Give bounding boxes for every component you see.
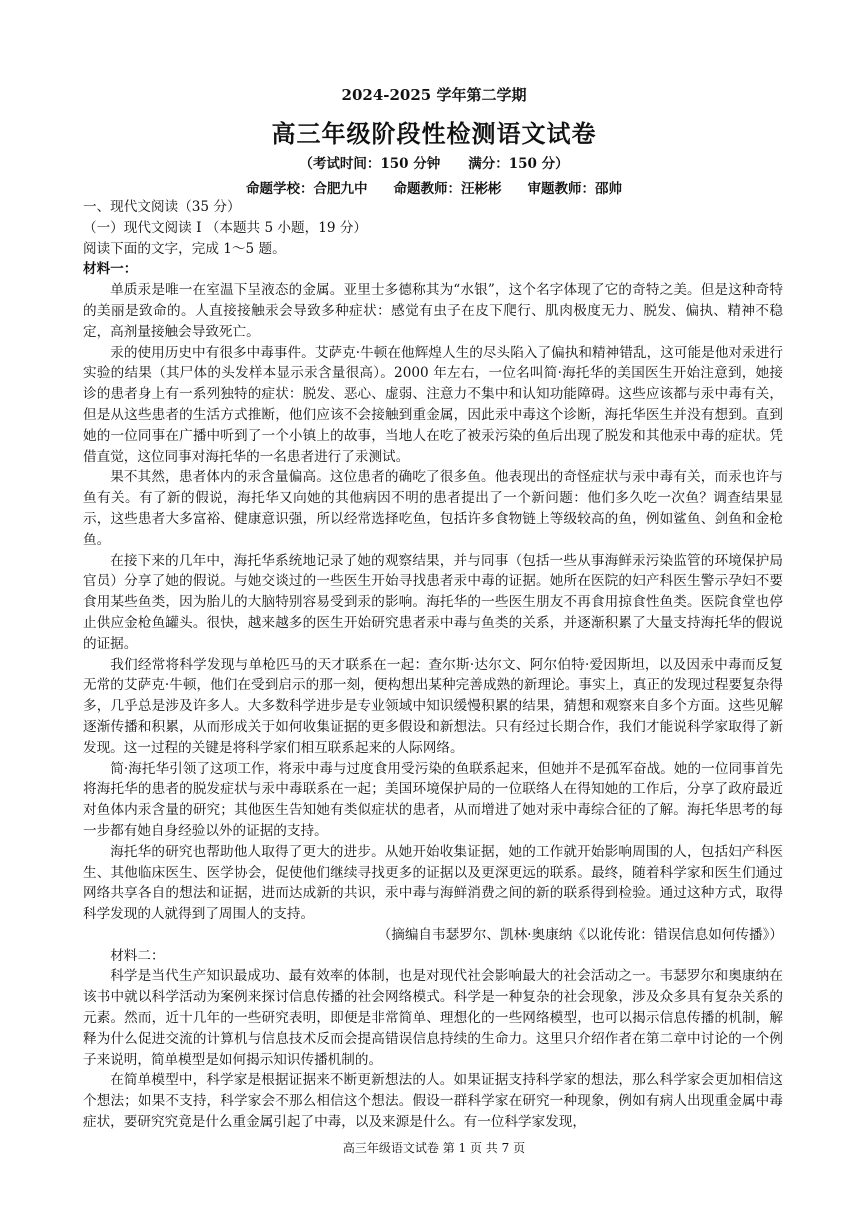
paragraph: 汞的使用历史中有很多中毒事件。艾萨克·牛顿在他辉煌人生的尽头陷入了偏执和精神错乱，这可能是他对汞进行实验的结果（其尸体的头发样本显示汞含量很高）。2000 年左右，一位名叫简·海托华的美国医生开始注意到，她接诊的患者身上有一系列独特的症状：脱发、恶心、虚弱、注意力不集中和认知功能障碍。这些应该都与汞中毒有关，但是从这些患者的生活方式推断，他们应该不会接触到重金属，因此汞中毒这个诊断，海托华医生并没有想到。直到她的一位同事在广播中听到了一个小镇上的故事，当地人在吃了被汞污染的鱼后出现了脱发和其他汞中毒的症状。凭借直觉，这位同事对海托华的一名患者进行了汞测试。 [83,344,783,465]
author-reviewer: 审题教师：邵帅 [527,181,622,197]
section-heading: 一、现代文阅读（35 分） [83,199,241,215]
paragraph: 海托华的研究也帮助他人取得了更大的进步。从她开始收集证据，她的工作就开始影响周围的人，包括妇产科医生、其他临床医生、医学协会，促使他们继续寻找更多的证据以及更深更远的联系。最终，随着科学家和医生们通过网络共享各自的想法和证据，进而达成新的共识，汞中毒与海鲜消费之间的新的联系得到检验。通过这种方式，取得科学发现的人就得到了周围人的支持。 [83,843,783,923]
term-label: 2024-2025 学年第二学期 [341,86,527,104]
material-label: 材料一： [83,261,138,278]
exam-total-score: 满分：150 分） [468,156,569,172]
subsection-heading: （一）现代文阅读 Ⅰ （本题共 5 小题，19 分） [83,219,368,236]
paragraph: 在接下来的几年中，海托华系统地记录了她的观察结果，并与同事（包括一些从事海鲜汞污染监管的环境保护局官员）分享了她的假说。与她交谈过的一些医生开始寻找患者汞中毒的证据。她所在医院的妇产科医生警示孕妇不要食用某些鱼类，因为胎儿的大脑特别容易受到汞的影响。海托华的一些医生朋友不再食用掠食性鱼类。医院食堂也停止供应金枪鱼罐头。很快，越来越多的医生开始研究患者汞中毒与鱼类的关系，并逐渐积累了大量支持海托华的假说的证据。 [83,552,783,652]
paragraph: 果不其然，患者体内的汞含量偏高。这位患者的确吃了很多鱼。他表现出的奇怪症状与汞中毒有关，而汞也许与鱼有关。有了新的假说，海托华又向她的其他病因不明的患者提出了一个新问题：他们多久吃一次鱼？调查结果显示，这些患者大多富裕、健康意识强，所以经常选择吃鱼，包括许多食物链上等级较高的鱼，例如鲨鱼、剑鱼和金枪鱼。 [83,469,783,548]
author-teacher: 命题教师：汪彬彬 [393,181,502,197]
paragraph: 单质汞是唯一在室温下呈液态的金属。亚里士多德称其为“水银”，这个名字体现了它的奇特之美。但是这种奇特的美丽是致命的。人直接接触汞会导致多种症状：感觉有虫子在皮下爬行、肌肉极度无力、脱发、偏执、精神不稳定，高剂量接触会导致死亡。 [83,282,783,340]
exam-title: 高三年级阶段性检测语文试卷 [271,119,597,148]
reading-instruction: 阅读下面的文字，完成 1～5 题。 [83,240,286,257]
exam-authors [0,177,868,197]
author-school: 命题学校：合肥九中 [246,181,368,197]
material-label: 材料二： [110,947,165,964]
exam-content [83,197,783,1133]
paragraph: 科学是当代生产知识最成功、最有效率的体制，也是对现代社会影响最大的社会活动之一。韦瑟罗尔和奥康纳在该书中就以科学活动为案例来探讨信息传播的社会网络模式。科学是一种复杂的社会现象，涉及众多具有复杂关系的元素。然而，近十几年的一些研究表明，即便是非常简单、理想化的一些网络模型，也可以揭示信息传播的机制，解释为什么促进交流的计算机与信息技术反而会提高错误信息持续的生命力。这里只介绍作者在第二章中讨论的一个例子来说明，简单模型是如何揭示知识传播机制的。 [83,968,783,1068]
source-citation: （摘编自韦瑟罗尔、凯林·奥康纳《以讹传讹：错误信息如何传播》） [377,926,783,943]
exam-duration: （考试时间：150 分钟 [299,156,441,172]
page-footer: 高三年级语文试卷 第 1 页 共 7 页 [342,1141,526,1155]
paragraph: 我们经常将科学发现与单枪匹马的天才联系在一起：查尔斯·达尔文、阿尔伯特·爱因斯坦，以及因汞中毒而反复无常的艾萨克·牛顿，他们在受到启示的那一刻，便构想出某种完善成熟的新理论。事实上，真正的发现过程要复杂得多，几乎总是涉及许多人。大多数科学进步是专业领域中知识缓慢积累的结果，猜想和观察来自多个方面。这些见解逐渐传播和积累，从而形成关于如何收集证据的更多假设和新想法。只有经过长期合作，我们才能说科学家取得了新发现。这一过程的关键是将科学家们相互联系起来的人际网络。 [83,656,783,756]
paragraph: 在简单模型中，科学家是根据证据来不断更新想法的人。如果证据支持科学家的想法，那么科学家会更加相信这个想法；如果不支持，科学家会不那么相信这个想法。假设一群科学家在研究一种现象，例如有病人出现重金属中毒症状，要研究究竟是什么重金属引起了中毒，以及来源是什么。有一位科学家发现， [83,1072,783,1131]
exam-time-info [0,152,868,172]
paragraph: 简·海托华引领了这项工作，将汞中毒与过度食用受污染的鱼联系起来，但她并不是孤军奋战。她的一位同事首先将海托华的患者的脱发症状与汞中毒联系在一起；美国环境保护局的一位联络人在得知她的工作后，分享了政府最近对鱼体内汞含量的研究；其他医生告知她有类似症状的患者，从而增进了她对汞中毒综合征的了解。海托华思考的每一步都有她自身经验以外的证据的支持。 [83,760,783,839]
